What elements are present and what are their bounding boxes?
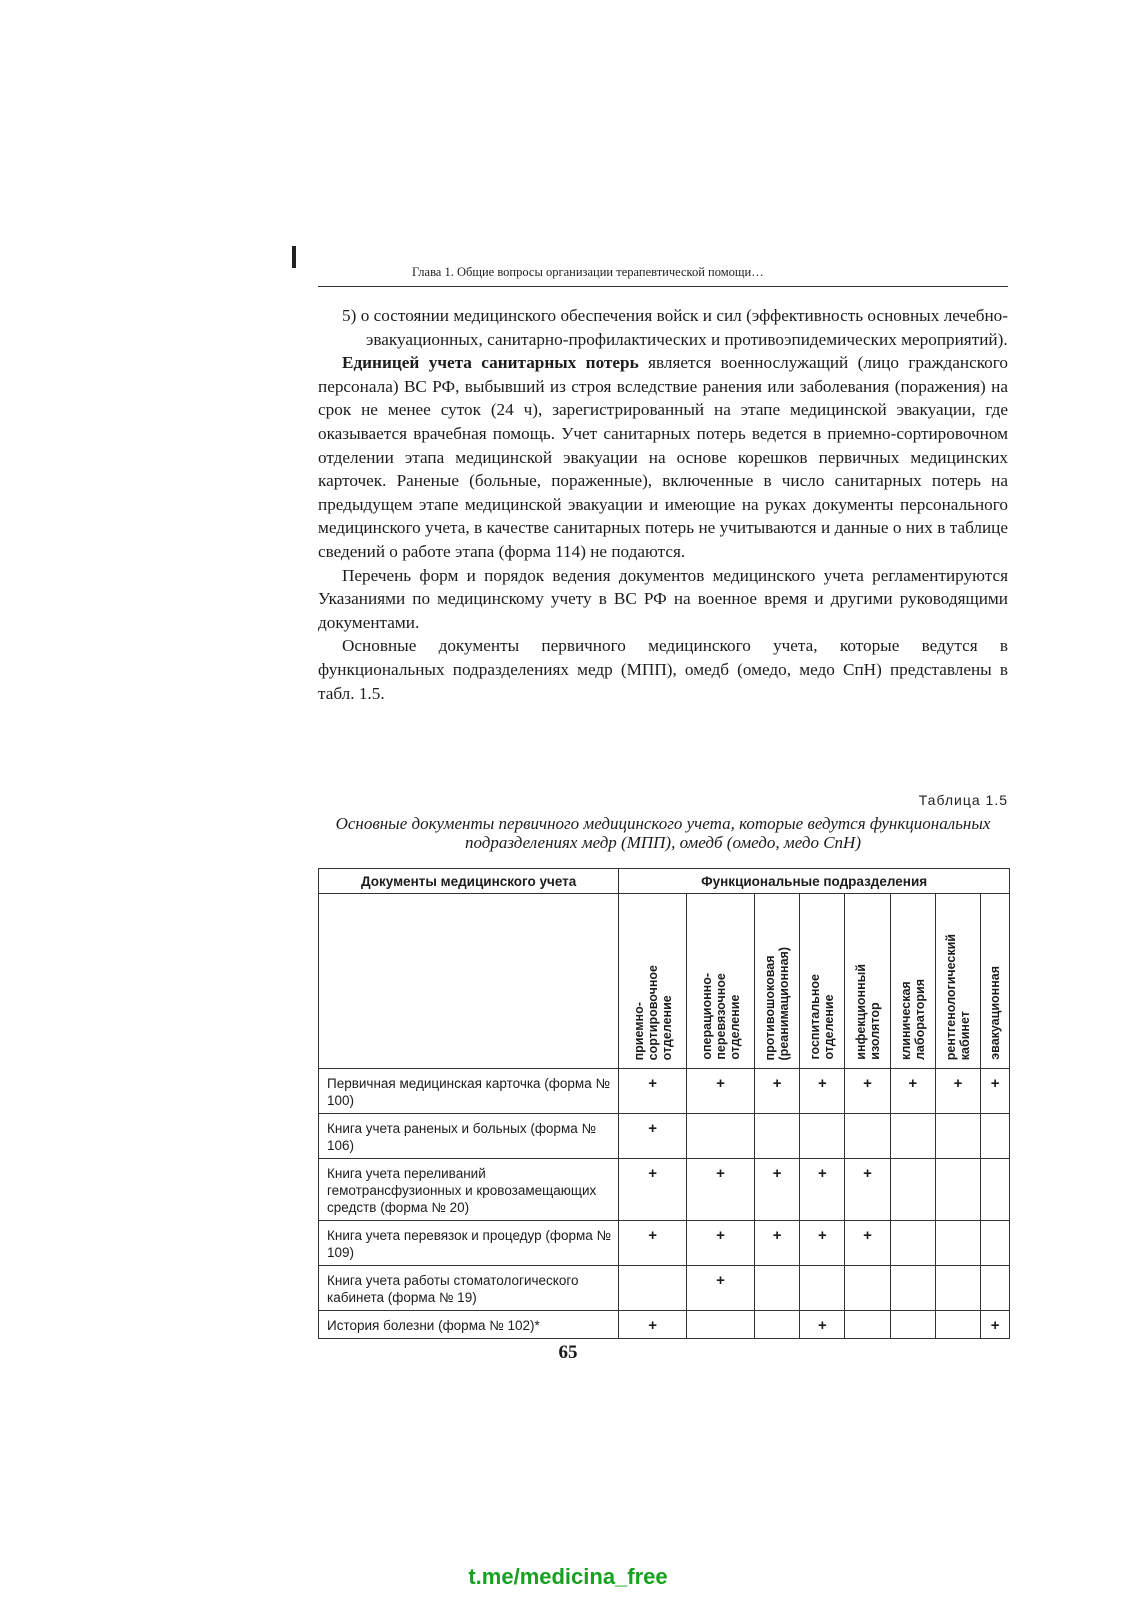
mark-cell: + (981, 1311, 1010, 1339)
table-row (319, 1266, 1010, 1311)
mark-cell: + (619, 1221, 687, 1266)
table-row (319, 1069, 1010, 1114)
row-label: Книга учета перевязок и процедур (форма № 109) (319, 1221, 619, 1266)
documents-table (318, 868, 1010, 1339)
mark-cell: + (845, 1221, 890, 1266)
mark-cell (935, 1266, 980, 1311)
mark-cell (754, 1266, 799, 1311)
column-header (687, 894, 755, 1069)
mark-cell (935, 1311, 980, 1339)
column-header-label: инфекционный изолятор (853, 964, 882, 1060)
mark-cell (800, 1266, 845, 1311)
mark-cell: + (845, 1159, 890, 1221)
row-label: Книга учета работы стоматологического кабинета (форма № 19) (319, 1266, 619, 1311)
mark-cell: + (800, 1069, 845, 1114)
mark-cell: + (619, 1311, 687, 1339)
table-caption: Основные документы первичного медицинского учета, которые ведутся функциональных подразделениях медр (МПП), омедб (омедо, медо СпН) (335, 814, 991, 852)
column-header (981, 894, 1010, 1069)
watermark-link[interactable]: t.me/medicina_free (468, 1564, 668, 1589)
mark-cell (935, 1221, 980, 1266)
mark-cell: + (800, 1221, 845, 1266)
mark-cell: + (754, 1221, 799, 1266)
margin-mark (292, 246, 296, 268)
mark-cell: + (687, 1266, 755, 1311)
mark-cell: + (687, 1069, 755, 1114)
mark-cell: + (619, 1159, 687, 1221)
column-header (845, 894, 890, 1069)
column-header (754, 894, 799, 1069)
column-header (935, 894, 980, 1069)
mark-cell (687, 1311, 755, 1339)
mark-cell (935, 1159, 980, 1221)
list-item-5: 5) о состоянии медицинского обеспечения войск и сил (эффективность основных лечебно-эвакуационных, санитарно-профилактических и противоэпидемических мероприятий). (342, 306, 1008, 349)
mark-cell (981, 1159, 1010, 1221)
mark-cell: + (981, 1069, 1010, 1114)
mark-cell (890, 1311, 935, 1339)
mark-cell: + (687, 1221, 755, 1266)
column-header-label: эвакуационная (988, 966, 1003, 1060)
mark-cell: + (845, 1069, 890, 1114)
paragraph-1-bold: Единицей учета санитарных потерь (342, 353, 639, 373)
mark-cell: + (687, 1159, 755, 1221)
row-label: Книга учета раненых и больных (форма № 106) (319, 1114, 619, 1159)
paragraph-1-text: является военнослужащий (лицо гражданского персонала) ВС РФ, выбывший из строя вследствие ранения или заболевания (поражения) на срок не менее суток (24 ч), зарегистрированный на этапе медицинской эвакуации, где оказывается врачебная помощь. Учет санитарных потерь ведется в приемно-сортировочном отделении этапа медицинской эвакуации на основе корешков первичных медицинских карточек. Раненые (больные, пораженные), включенные в число санитарных потерь на предыдущем этапе медицинской эвакуации и имеющие на руках документы персонального медицинского учета, в качестве санитарных потерь не учитываются и данные о них в таблице сведений о работе этапа (форма 114) не подаются. (318, 353, 1008, 561)
mark-cell (845, 1266, 890, 1311)
column-header-label: рентгенологический кабинет (944, 933, 973, 1060)
table-row (319, 1221, 1010, 1266)
mark-cell: + (935, 1069, 980, 1114)
mark-cell (981, 1266, 1010, 1311)
mark-cell: + (890, 1069, 935, 1114)
mark-cell (754, 1311, 799, 1339)
mark-cell (845, 1311, 890, 1339)
body-text (318, 304, 1008, 705)
mark-cell: + (619, 1069, 687, 1114)
table-row (319, 1114, 1010, 1159)
page-number: 65 (558, 1342, 578, 1363)
column-header-label: госпитальное отделение (808, 974, 837, 1060)
mark-cell (619, 1266, 687, 1311)
mark-cell: + (754, 1069, 799, 1114)
column-header-label: приемно- сортировочное отделение (631, 964, 674, 1060)
row-label: История болезни (форма № 102)* (319, 1311, 619, 1339)
table-label: Таблица 1.5 (918, 792, 1008, 808)
column-header-label: операционно- перевязочное отделение (699, 973, 742, 1060)
mark-cell (687, 1114, 755, 1159)
mark-cell (754, 1114, 799, 1159)
mark-cell (981, 1221, 1010, 1266)
table-row (319, 1159, 1010, 1221)
header-documents: Документы медицинского учета (319, 869, 619, 894)
paragraph-3: Основные документы первичного медицинского учета, которые ведутся в функциональных подразделениях медр (МПП), омедб (омедо, медо СпН) представлены в табл. 1.5. (318, 636, 1008, 703)
column-header (619, 894, 687, 1069)
mark-cell: + (800, 1311, 845, 1339)
header-units: Функциональные подразделения (619, 869, 1010, 894)
mark-cell: + (800, 1159, 845, 1221)
column-header-label: противошоковая (реанимационная) (763, 946, 792, 1060)
mark-cell (890, 1221, 935, 1266)
column-header (800, 894, 845, 1069)
header-blank-cell (319, 894, 619, 1069)
row-label: Первичная медицинская карточка (форма № 100) (319, 1069, 619, 1114)
table-row (319, 1311, 1010, 1339)
column-header-label: клиническая лаборатория (898, 978, 927, 1060)
mark-cell: + (754, 1159, 799, 1221)
paragraph-1 (318, 351, 1008, 563)
mark-cell: + (619, 1114, 687, 1159)
mark-cell (935, 1114, 980, 1159)
mark-cell (845, 1114, 890, 1159)
mark-cell (890, 1114, 935, 1159)
paragraph-2: Перечень форм и порядок ведения документов медицинского учета регламентируются Указаниями по медицинскому учету в ВС РФ на военное время и другими руководящими документами. (318, 565, 1008, 632)
running-head: Глава 1. Общие вопросы организации терапевтической помощи… (318, 265, 1008, 287)
column-header (890, 894, 935, 1069)
mark-cell (890, 1266, 935, 1311)
mark-cell (981, 1114, 1010, 1159)
row-label: Книга учета переливаний гемотрансфузионных и кровозамещающих средств (форма № 20) (319, 1159, 619, 1221)
mark-cell (890, 1159, 935, 1221)
mark-cell (800, 1114, 845, 1159)
